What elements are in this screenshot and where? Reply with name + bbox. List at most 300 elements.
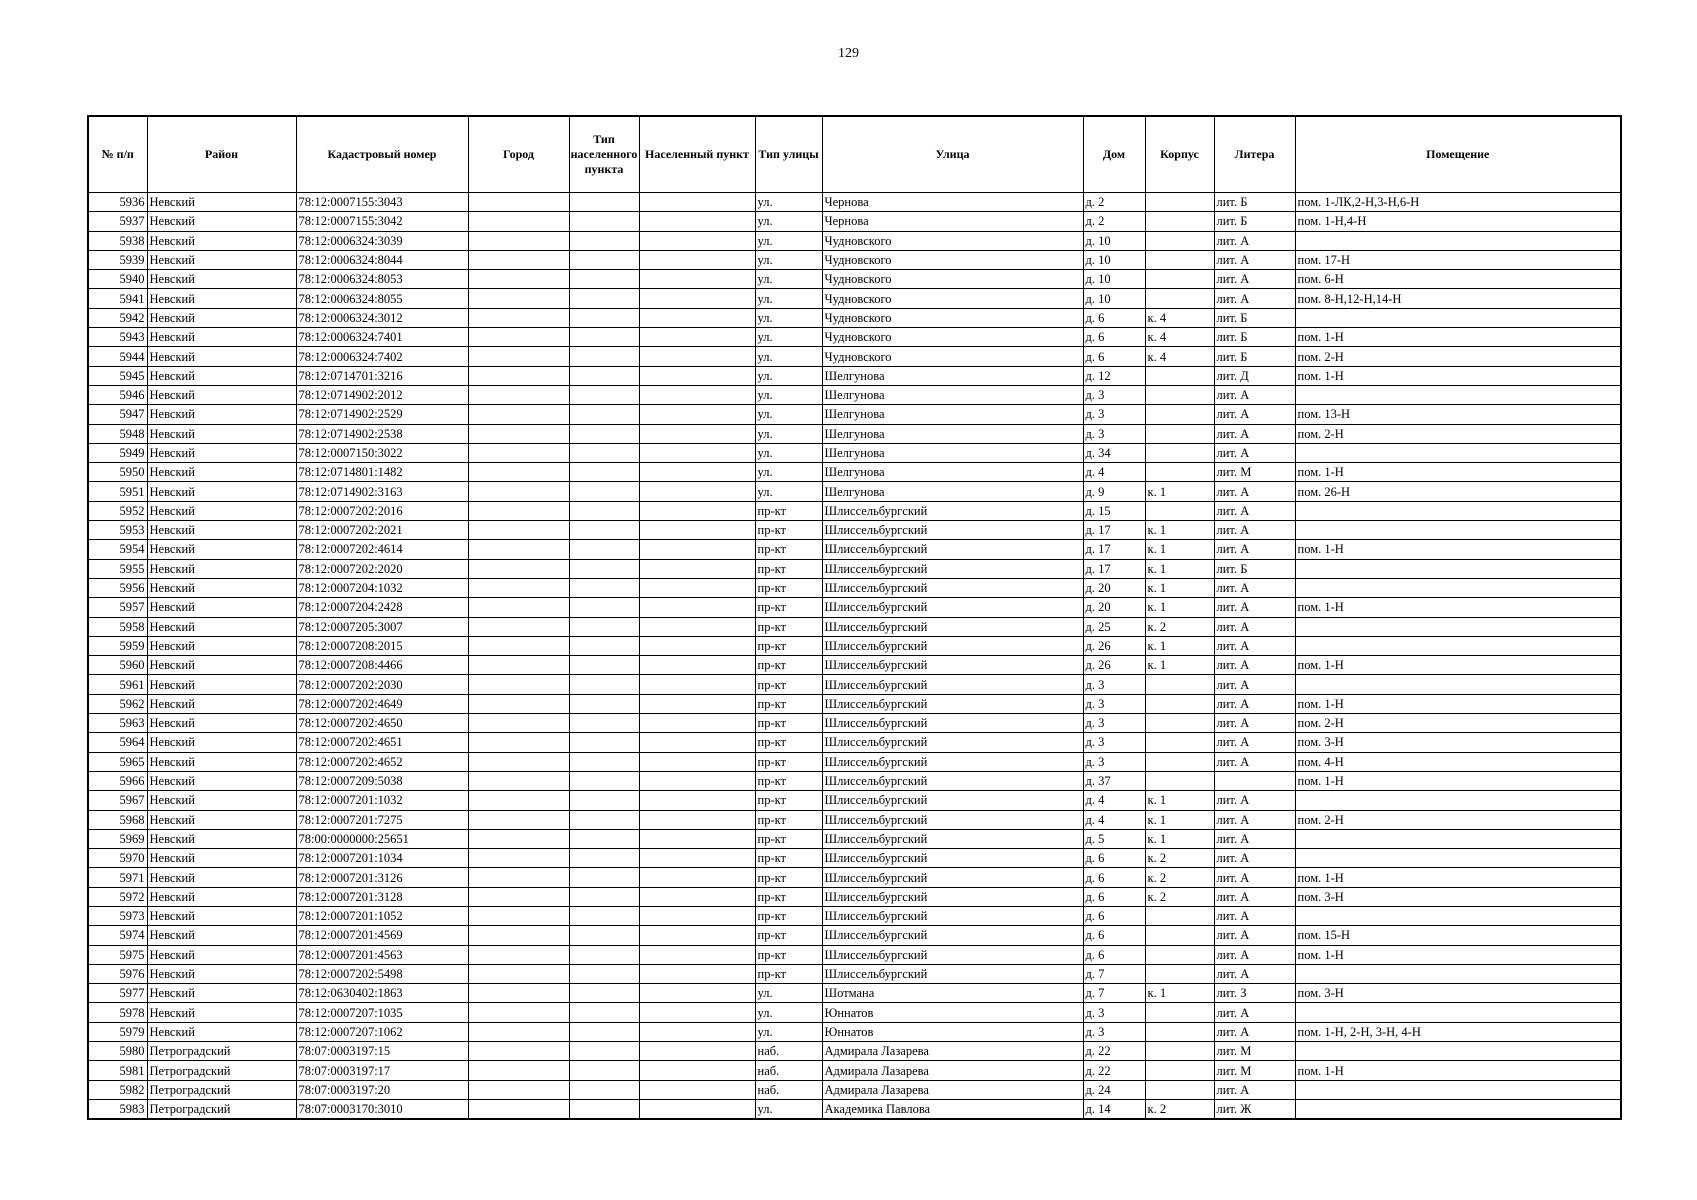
settlement-cell: [639, 1042, 755, 1061]
row-number-cell: 5939: [88, 250, 147, 269]
premises-cell: пом. 1-Н, 2-Н, 3-Н, 4-Н: [1295, 1022, 1621, 1041]
premises-cell: пом. 13-Н: [1295, 405, 1621, 424]
letter-cell: лит. А: [1214, 501, 1295, 520]
settlement-type-cell: [569, 984, 639, 1003]
letter-cell: лит. А: [1214, 617, 1295, 636]
street-type-cell: пр-кт: [755, 521, 822, 540]
street-cell: Шлиссельбургский: [822, 868, 1083, 887]
street-type-cell: ул.: [755, 463, 822, 482]
row-number-cell: 5977: [88, 984, 147, 1003]
settlement-type-cell: [569, 656, 639, 675]
table-row: [88, 945, 1621, 964]
house-cell: д. 34: [1083, 443, 1145, 462]
building-cell: [1145, 405, 1214, 424]
street-cell: Шлиссельбургский: [822, 849, 1083, 868]
district-cell: Невский: [147, 771, 296, 790]
city-cell: [468, 578, 569, 597]
house-cell: д. 20: [1083, 598, 1145, 617]
house-cell: д. 3: [1083, 1003, 1145, 1022]
cadastral-number-cell: 78:12:0007205:3007: [296, 617, 468, 636]
cadastral-number-cell: 78:12:0714801:1482: [296, 463, 468, 482]
premises-cell: пом. 3-Н: [1295, 887, 1621, 906]
premises-cell: пом. 1-Н,4-Н: [1295, 212, 1621, 231]
district-cell: Петроградский: [147, 1061, 296, 1080]
premises-cell: [1295, 617, 1621, 636]
row-number-cell: 5961: [88, 675, 147, 694]
letter-cell: лит. А: [1214, 1080, 1295, 1099]
street-type-cell: ул.: [755, 1022, 822, 1041]
street-type-cell: пр-кт: [755, 906, 822, 925]
row-number-cell: 5944: [88, 347, 147, 366]
building-cell: к. 2: [1145, 868, 1214, 887]
house-cell: д. 15: [1083, 501, 1145, 520]
city-cell: [468, 250, 569, 269]
street-cell: Шлиссельбургский: [822, 578, 1083, 597]
settlement-type-cell: [569, 675, 639, 694]
street-type-cell: пр-кт: [755, 810, 822, 829]
house-cell: д. 6: [1083, 926, 1145, 945]
row-number-cell: 5947: [88, 405, 147, 424]
settlement-type-cell: [569, 810, 639, 829]
letter-cell: лит. А: [1214, 945, 1295, 964]
district-cell: Невский: [147, 443, 296, 462]
row-number-cell: 5955: [88, 559, 147, 578]
premises-cell: пом. 4-Н: [1295, 752, 1621, 771]
table-row: [88, 636, 1621, 655]
letter-cell: лит. А: [1214, 733, 1295, 752]
district-cell: Невский: [147, 347, 296, 366]
street-cell: Шлиссельбургский: [822, 501, 1083, 520]
row-number-cell: 5969: [88, 829, 147, 848]
city-cell: [468, 193, 569, 212]
settlement-type-cell: [569, 231, 639, 250]
cadastral-number-cell: 78:12:0007207:1062: [296, 1022, 468, 1041]
city-cell: [468, 443, 569, 462]
row-number-cell: 5968: [88, 810, 147, 829]
building-cell: [1145, 366, 1214, 385]
district-cell: Невский: [147, 521, 296, 540]
building-cell: [1145, 424, 1214, 443]
table-row: [88, 463, 1621, 482]
letter-cell: лит. А: [1214, 424, 1295, 443]
settlement-cell: [639, 906, 755, 925]
city-cell: [468, 328, 569, 347]
house-cell: д. 26: [1083, 656, 1145, 675]
district-cell: Невский: [147, 617, 296, 636]
settlement-cell: [639, 656, 755, 675]
row-number-cell: 5953: [88, 521, 147, 540]
table-row: [88, 385, 1621, 404]
district-cell: Невский: [147, 424, 296, 443]
settlement-type-cell: [569, 424, 639, 443]
cadastral-number-cell: 78:12:0007204:1032: [296, 578, 468, 597]
street-cell: Чудновского: [822, 347, 1083, 366]
row-number-cell: 5964: [88, 733, 147, 752]
house-cell: д. 22: [1083, 1061, 1145, 1080]
cadastral-number-cell: 78:12:0007202:5498: [296, 964, 468, 983]
table-row: [88, 540, 1621, 559]
building-cell: [1145, 212, 1214, 231]
cadastral-number-cell: 78:12:0006324:8044: [296, 250, 468, 269]
settlement-type-cell: [569, 906, 639, 925]
building-cell: к. 2: [1145, 1099, 1214, 1119]
district-cell: Петроградский: [147, 1099, 296, 1119]
settlement-type-cell: [569, 945, 639, 964]
building-cell: [1145, 270, 1214, 289]
row-number-cell: 5946: [88, 385, 147, 404]
letter-cell: лит. А: [1214, 829, 1295, 848]
settlement-cell: [639, 694, 755, 713]
building-cell: к. 1: [1145, 521, 1214, 540]
building-cell: к. 1: [1145, 578, 1214, 597]
street-cell: Шлиссельбургский: [822, 694, 1083, 713]
house-cell: д. 3: [1083, 385, 1145, 404]
building-cell: [1145, 289, 1214, 308]
cadastral-number-cell: 78:12:0714902:2538: [296, 424, 468, 443]
building-cell: к. 1: [1145, 598, 1214, 617]
building-cell: к. 1: [1145, 559, 1214, 578]
premises-cell: пом. 1-Н: [1295, 366, 1621, 385]
street-type-cell: ул.: [755, 328, 822, 347]
premises-cell: пом. 1-Н: [1295, 771, 1621, 790]
house-cell: д. 3: [1083, 1022, 1145, 1041]
col-building-header: Корпус: [1145, 116, 1214, 193]
house-cell: д. 37: [1083, 771, 1145, 790]
settlement-cell: [639, 482, 755, 501]
cadastral-number-cell: 78:12:0007155:3043: [296, 193, 468, 212]
city-cell: [468, 1099, 569, 1119]
table-row: [88, 714, 1621, 733]
street-cell: Шлиссельбургский: [822, 559, 1083, 578]
building-cell: к. 2: [1145, 849, 1214, 868]
house-cell: д. 2: [1083, 212, 1145, 231]
row-number-cell: 5980: [88, 1042, 147, 1061]
street-cell: Шелгунова: [822, 366, 1083, 385]
table-row: [88, 366, 1621, 385]
district-cell: Невский: [147, 752, 296, 771]
street-cell: Шелгунова: [822, 424, 1083, 443]
district-cell: Невский: [147, 289, 296, 308]
letter-cell: лит. А: [1214, 270, 1295, 289]
cadastral-number-cell: 78:12:0007204:2428: [296, 598, 468, 617]
building-cell: к. 1: [1145, 810, 1214, 829]
letter-cell: лит. А: [1214, 791, 1295, 810]
settlement-type-cell: [569, 270, 639, 289]
premises-cell: [1295, 791, 1621, 810]
city-cell: [468, 289, 569, 308]
district-cell: Невский: [147, 791, 296, 810]
street-type-cell: ул.: [755, 250, 822, 269]
table-row: [88, 1061, 1621, 1080]
city-cell: [468, 308, 569, 327]
cadastral-number-cell: 78:12:0006324:7402: [296, 347, 468, 366]
table-row: [88, 675, 1621, 694]
house-cell: д. 6: [1083, 945, 1145, 964]
settlement-type-cell: [569, 1022, 639, 1041]
district-cell: Невский: [147, 250, 296, 269]
settlement-cell: [639, 193, 755, 212]
district-cell: Невский: [147, 463, 296, 482]
table-row: [88, 250, 1621, 269]
settlement-cell: [639, 829, 755, 848]
street-type-cell: пр-кт: [755, 733, 822, 752]
district-cell: Невский: [147, 385, 296, 404]
premises-cell: пом. 1-Н: [1295, 945, 1621, 964]
settlement-cell: [639, 598, 755, 617]
table-row: [88, 347, 1621, 366]
settlement-type-cell: [569, 540, 639, 559]
building-cell: [1145, 771, 1214, 790]
building-cell: к. 1: [1145, 540, 1214, 559]
premises-cell: пом. 2-Н: [1295, 347, 1621, 366]
settlement-type-cell: [569, 193, 639, 212]
building-cell: [1145, 675, 1214, 694]
house-cell: д. 6: [1083, 328, 1145, 347]
cadastral-number-cell: 78:12:0007202:4614: [296, 540, 468, 559]
house-cell: д. 4: [1083, 810, 1145, 829]
premises-cell: [1295, 559, 1621, 578]
settlement-type-cell: [569, 636, 639, 655]
table-row: [88, 1003, 1621, 1022]
street-type-cell: ул.: [755, 405, 822, 424]
city-cell: [468, 849, 569, 868]
street-type-cell: пр-кт: [755, 752, 822, 771]
letter-cell: лит. А: [1214, 714, 1295, 733]
letter-cell: лит. Б: [1214, 193, 1295, 212]
street-cell: Чудновского: [822, 270, 1083, 289]
building-cell: [1145, 906, 1214, 925]
letter-cell: лит. А: [1214, 906, 1295, 925]
house-cell: д. 9: [1083, 482, 1145, 501]
letter-cell: лит. А: [1214, 482, 1295, 501]
table-row: [88, 424, 1621, 443]
settlement-cell: [639, 926, 755, 945]
col-street-type-header: Тип улицы: [755, 116, 822, 193]
cadastral-number-cell: 78:12:0714902:2529: [296, 405, 468, 424]
street-cell: Шлиссельбургский: [822, 675, 1083, 694]
row-number-cell: 5948: [88, 424, 147, 443]
settlement-cell: [639, 270, 755, 289]
house-cell: д. 3: [1083, 424, 1145, 443]
premises-cell: [1295, 1080, 1621, 1099]
letter-cell: лит. А: [1214, 250, 1295, 269]
settlement-type-cell: [569, 443, 639, 462]
table-row: [88, 1042, 1621, 1061]
table-row: [88, 694, 1621, 713]
city-cell: [468, 906, 569, 925]
letter-cell: лит. А: [1214, 231, 1295, 250]
row-number-cell: 5936: [88, 193, 147, 212]
street-type-cell: ул.: [755, 385, 822, 404]
letter-cell: лит. Д: [1214, 366, 1295, 385]
building-cell: [1145, 733, 1214, 752]
street-type-cell: пр-кт: [755, 868, 822, 887]
letter-cell: лит. М: [1214, 463, 1295, 482]
district-cell: Невский: [147, 501, 296, 520]
letter-cell: лит. А: [1214, 810, 1295, 829]
street-cell: Шлиссельбургский: [822, 752, 1083, 771]
street-cell: Шлиссельбургский: [822, 617, 1083, 636]
district-cell: Невский: [147, 366, 296, 385]
street-cell: Шлиссельбургский: [822, 791, 1083, 810]
district-cell: Невский: [147, 308, 296, 327]
settlement-type-cell: [569, 617, 639, 636]
premises-cell: [1295, 578, 1621, 597]
cadastral-number-cell: 78:12:0007202:4651: [296, 733, 468, 752]
district-cell: Невский: [147, 887, 296, 906]
building-cell: [1145, 501, 1214, 520]
district-cell: Невский: [147, 964, 296, 983]
building-cell: [1145, 926, 1214, 945]
city-cell: [468, 945, 569, 964]
house-cell: д. 6: [1083, 887, 1145, 906]
row-number-cell: 5943: [88, 328, 147, 347]
cadastral-number-cell: 78:12:0007201:7275: [296, 810, 468, 829]
settlement-cell: [639, 521, 755, 540]
street-cell: Шлиссельбургский: [822, 945, 1083, 964]
letter-cell: лит. А: [1214, 887, 1295, 906]
row-number-cell: 5982: [88, 1080, 147, 1099]
premises-cell: пом. 1-Н: [1295, 656, 1621, 675]
house-cell: д. 7: [1083, 964, 1145, 983]
house-cell: д. 12: [1083, 366, 1145, 385]
premises-cell: пом. 1-ЛК,2-Н,3-Н,6-Н: [1295, 193, 1621, 212]
table-body: [88, 193, 1621, 1120]
street-cell: Чернова: [822, 212, 1083, 231]
district-cell: Невский: [147, 231, 296, 250]
table-row: [88, 328, 1621, 347]
table-row: [88, 984, 1621, 1003]
letter-cell: лит. А: [1214, 752, 1295, 771]
premises-cell: [1295, 636, 1621, 655]
street-cell: Шотмана: [822, 984, 1083, 1003]
letter-cell: лит. А: [1214, 289, 1295, 308]
cadastral-number-cell: 78:12:0006324:8055: [296, 289, 468, 308]
street-cell: Адмирала Лазарева: [822, 1042, 1083, 1061]
premises-cell: [1295, 906, 1621, 925]
row-number-cell: 5954: [88, 540, 147, 559]
district-cell: Петроградский: [147, 1080, 296, 1099]
premises-cell: пом. 1-Н: [1295, 328, 1621, 347]
premises-cell: пом. 1-Н: [1295, 598, 1621, 617]
city-cell: [468, 771, 569, 790]
district-cell: Петроградский: [147, 1042, 296, 1061]
house-cell: д. 10: [1083, 270, 1145, 289]
settlement-cell: [639, 810, 755, 829]
cadastral-number-cell: 78:12:0007202:2016: [296, 501, 468, 520]
row-number-cell: 5975: [88, 945, 147, 964]
cadastral-number-cell: 78:12:0007207:1035: [296, 1003, 468, 1022]
district-cell: Невский: [147, 1022, 296, 1041]
settlement-type-cell: [569, 250, 639, 269]
row-number-cell: 5958: [88, 617, 147, 636]
house-cell: д. 10: [1083, 250, 1145, 269]
street-type-cell: ул.: [755, 424, 822, 443]
street-type-cell: пр-кт: [755, 849, 822, 868]
street-cell: Чудновского: [822, 289, 1083, 308]
street-type-cell: пр-кт: [755, 887, 822, 906]
street-type-cell: пр-кт: [755, 829, 822, 848]
street-cell: Шлиссельбургский: [822, 656, 1083, 675]
house-cell: д. 17: [1083, 521, 1145, 540]
cadastral-number-cell: 78:07:0003197:15: [296, 1042, 468, 1061]
cadastral-number-cell: 78:12:0714902:3163: [296, 482, 468, 501]
settlement-cell: [639, 617, 755, 636]
street-cell: Шлиссельбургский: [822, 829, 1083, 848]
row-number-cell: 5941: [88, 289, 147, 308]
house-cell: д. 6: [1083, 849, 1145, 868]
cadastral-number-cell: 78:12:0007202:2020: [296, 559, 468, 578]
city-cell: [468, 424, 569, 443]
district-cell: Невский: [147, 578, 296, 597]
district-cell: Невский: [147, 926, 296, 945]
city-cell: [468, 887, 569, 906]
building-cell: [1145, 443, 1214, 462]
letter-cell: лит. А: [1214, 694, 1295, 713]
table-row: [88, 829, 1621, 848]
row-number-cell: 5951: [88, 482, 147, 501]
cadastral-number-cell: 78:12:0007201:1034: [296, 849, 468, 868]
street-type-cell: ул.: [755, 1003, 822, 1022]
settlement-cell: [639, 984, 755, 1003]
col-cadastral-header: Кадастровый номер: [296, 116, 468, 193]
premises-cell: пом. 1-Н: [1295, 868, 1621, 887]
street-cell: Чудновского: [822, 231, 1083, 250]
table-row: [88, 752, 1621, 771]
city-cell: [468, 366, 569, 385]
settlement-type-cell: [569, 829, 639, 848]
city-cell: [468, 270, 569, 289]
table-row: [88, 598, 1621, 617]
cadastral-number-cell: 78:12:0007150:3022: [296, 443, 468, 462]
table-row: [88, 231, 1621, 250]
district-cell: Невский: [147, 810, 296, 829]
table-row: [88, 617, 1621, 636]
row-number-cell: 5938: [88, 231, 147, 250]
letter-cell: лит. М: [1214, 1042, 1295, 1061]
street-cell: Шлиссельбургский: [822, 733, 1083, 752]
table-header: [88, 116, 1621, 193]
house-cell: д. 6: [1083, 308, 1145, 327]
letter-cell: лит. Б: [1214, 347, 1295, 366]
premises-cell: [1295, 1099, 1621, 1119]
settlement-cell: [639, 289, 755, 308]
settlement-cell: [639, 1003, 755, 1022]
settlement-cell: [639, 212, 755, 231]
district-cell: Невский: [147, 540, 296, 559]
street-cell: Шелгунова: [822, 463, 1083, 482]
city-cell: [468, 501, 569, 520]
table-row: [88, 887, 1621, 906]
building-cell: к. 4: [1145, 308, 1214, 327]
table-row: [88, 1080, 1621, 1099]
premises-cell: [1295, 675, 1621, 694]
building-cell: [1145, 463, 1214, 482]
letter-cell: лит. А: [1214, 926, 1295, 945]
district-cell: Невский: [147, 829, 296, 848]
settlement-cell: [639, 868, 755, 887]
city-cell: [468, 559, 569, 578]
city-cell: [468, 405, 569, 424]
settlement-cell: [639, 578, 755, 597]
letter-cell: лит. А: [1214, 849, 1295, 868]
house-cell: д. 4: [1083, 463, 1145, 482]
building-cell: к. 1: [1145, 791, 1214, 810]
premises-cell: пом. 6-Н: [1295, 270, 1621, 289]
cadastral-number-cell: 78:12:0007202:4652: [296, 752, 468, 771]
letter-cell: лит. Ж: [1214, 1099, 1295, 1119]
city-cell: [468, 675, 569, 694]
